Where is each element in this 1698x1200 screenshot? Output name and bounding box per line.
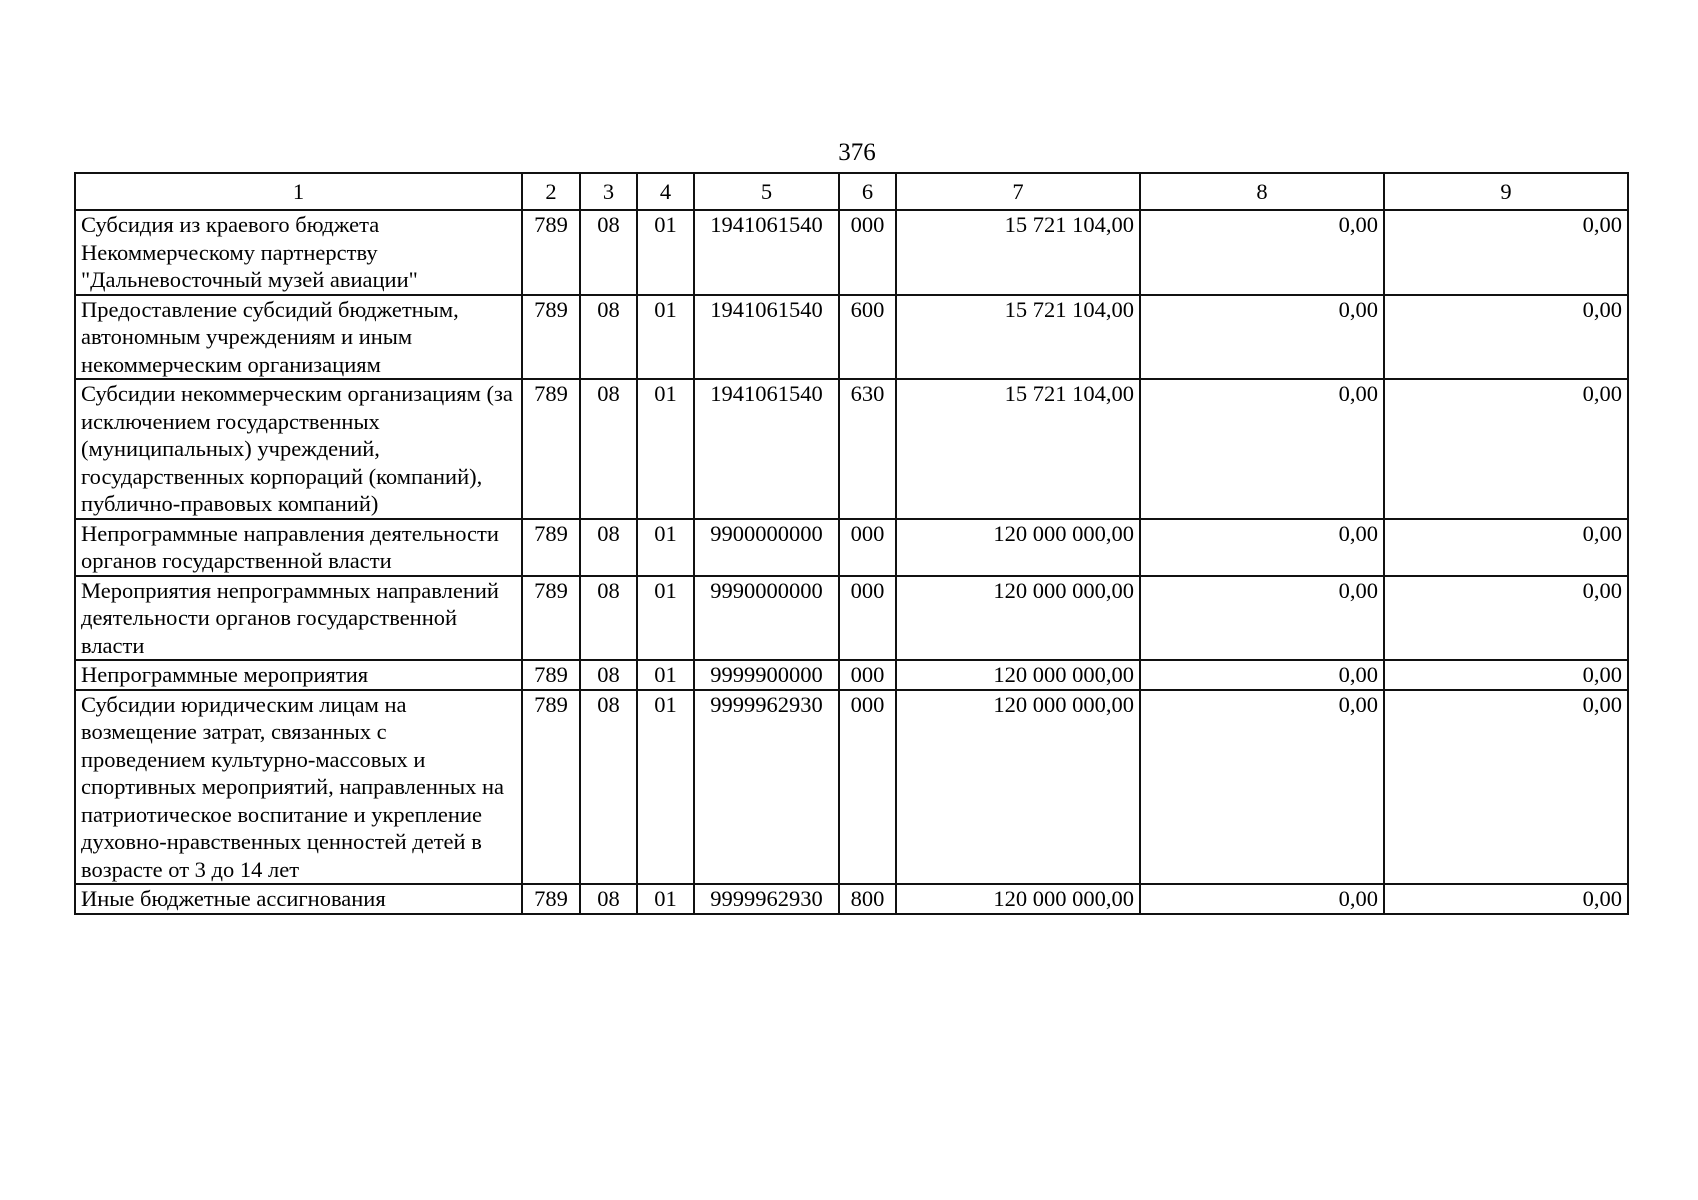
subsection-code: 01 — [637, 210, 694, 295]
table-row — [75, 690, 1628, 885]
section-code: 08 — [580, 295, 637, 380]
section-code: 08 — [580, 690, 637, 885]
subsection-code: 01 — [637, 519, 694, 576]
header-cell: 7 — [896, 173, 1140, 210]
target-article-code: 9990000000 — [694, 576, 839, 661]
section-code: 08 — [580, 884, 637, 914]
header-cell: 1 — [75, 173, 522, 210]
subsection-code: 01 — [637, 576, 694, 661]
amount-col8: 0,00 — [1140, 576, 1384, 661]
header-row — [75, 173, 1628, 210]
expense-type-code: 000 — [839, 519, 896, 576]
amount-col9: 0,00 — [1384, 295, 1628, 380]
header-cell: 3 — [580, 173, 637, 210]
header-cell: 8 — [1140, 173, 1384, 210]
expense-type-code: 600 — [839, 295, 896, 380]
expense-type-code: 630 — [839, 379, 896, 519]
section-code: 08 — [580, 576, 637, 661]
expense-name: Предоставление субсидий бюджетным, автономным учреждениям и иным некоммерческим организациям — [75, 295, 522, 380]
amount-col9: 0,00 — [1384, 660, 1628, 690]
table-row — [75, 884, 1628, 914]
target-article-code: 9999900000 — [694, 660, 839, 690]
ministry-code: 789 — [522, 660, 580, 690]
expense-name: Субсидии некоммерческим организациям (за исключением государственных (муниципальных) учреждений, государственных корпораций (компаний), публично-правовых компаний) — [75, 379, 522, 519]
expense-type-code: 000 — [839, 210, 896, 295]
section-code: 08 — [580, 210, 637, 295]
target-article-code: 9999962930 — [694, 690, 839, 885]
header-cell: 5 — [694, 173, 839, 210]
target-article-code: 1941061540 — [694, 210, 839, 295]
section-code: 08 — [580, 519, 637, 576]
budget-table — [74, 172, 1629, 915]
target-article-code: 1941061540 — [694, 379, 839, 519]
ministry-code: 789 — [522, 884, 580, 914]
amount-col8: 0,00 — [1140, 884, 1384, 914]
expense-name: Непрограммные мероприятия — [75, 660, 522, 690]
amount-col7: 120 000 000,00 — [896, 660, 1140, 690]
table-row — [75, 519, 1628, 576]
expense-type-code: 800 — [839, 884, 896, 914]
amount-col9: 0,00 — [1384, 519, 1628, 576]
amount-col7: 120 000 000,00 — [896, 519, 1140, 576]
amount-col9: 0,00 — [1384, 690, 1628, 885]
expense-name: Непрограммные направления деятельности органов государственной власти — [75, 519, 522, 576]
table-row — [75, 295, 1628, 380]
header-cell: 4 — [637, 173, 694, 210]
expense-type-code: 000 — [839, 576, 896, 661]
amount-col7: 120 000 000,00 — [896, 576, 1140, 661]
amount-col8: 0,00 — [1140, 295, 1384, 380]
amount-col8: 0,00 — [1140, 379, 1384, 519]
amount-col8: 0,00 — [1140, 210, 1384, 295]
expense-name: Мероприятия непрограммных направлений деятельности органов государственной власти — [75, 576, 522, 661]
subsection-code: 01 — [637, 690, 694, 885]
ministry-code: 789 — [522, 576, 580, 661]
amount-col7: 15 721 104,00 — [896, 379, 1140, 519]
table-row — [75, 660, 1628, 690]
amount-col9: 0,00 — [1384, 884, 1628, 914]
amount-col7: 15 721 104,00 — [896, 210, 1140, 295]
subsection-code: 01 — [637, 295, 694, 380]
amount-col9: 0,00 — [1384, 210, 1628, 295]
ministry-code: 789 — [522, 519, 580, 576]
subsection-code: 01 — [637, 379, 694, 519]
amount-col9: 0,00 — [1384, 379, 1628, 519]
table-row — [75, 576, 1628, 661]
target-article-code: 9900000000 — [694, 519, 839, 576]
header-cell: 9 — [1384, 173, 1628, 210]
target-article-code: 9999962930 — [694, 884, 839, 914]
amount-col8: 0,00 — [1140, 690, 1384, 885]
target-article-code: 1941061540 — [694, 295, 839, 380]
header-cell: 2 — [522, 173, 580, 210]
table-row — [75, 379, 1628, 519]
ministry-code: 789 — [522, 379, 580, 519]
ministry-code: 789 — [522, 690, 580, 885]
section-code: 08 — [580, 660, 637, 690]
amount-col8: 0,00 — [1140, 660, 1384, 690]
expense-type-code: 000 — [839, 660, 896, 690]
subsection-code: 01 — [637, 660, 694, 690]
expense-name: Субсидии юридическим лицам на возмещение затрат, связанных с проведением культурно-массовых и спортивных мероприятий, направленных на патриотическое воспитание и укрепление духовно-нравственных ценностей детей в возрасте от 3 до 14 лет — [75, 690, 522, 885]
subsection-code: 01 — [637, 884, 694, 914]
amount-col7: 15 721 104,00 — [896, 295, 1140, 380]
expense-name: Иные бюджетные ассигнования — [75, 884, 522, 914]
amount-col7: 120 000 000,00 — [896, 884, 1140, 914]
expense-name: Субсидия из краевого бюджета Некоммерческому партнерству "Дальневосточный музей авиации" — [75, 210, 522, 295]
page-number: 376 — [838, 139, 876, 166]
ministry-code: 789 — [522, 210, 580, 295]
ministry-code: 789 — [522, 295, 580, 380]
section-code: 08 — [580, 379, 637, 519]
table-row — [75, 210, 1628, 295]
expense-type-code: 000 — [839, 690, 896, 885]
amount-col9: 0,00 — [1384, 576, 1628, 661]
amount-col7: 120 000 000,00 — [896, 690, 1140, 885]
amount-col8: 0,00 — [1140, 519, 1384, 576]
header-cell: 6 — [839, 173, 896, 210]
